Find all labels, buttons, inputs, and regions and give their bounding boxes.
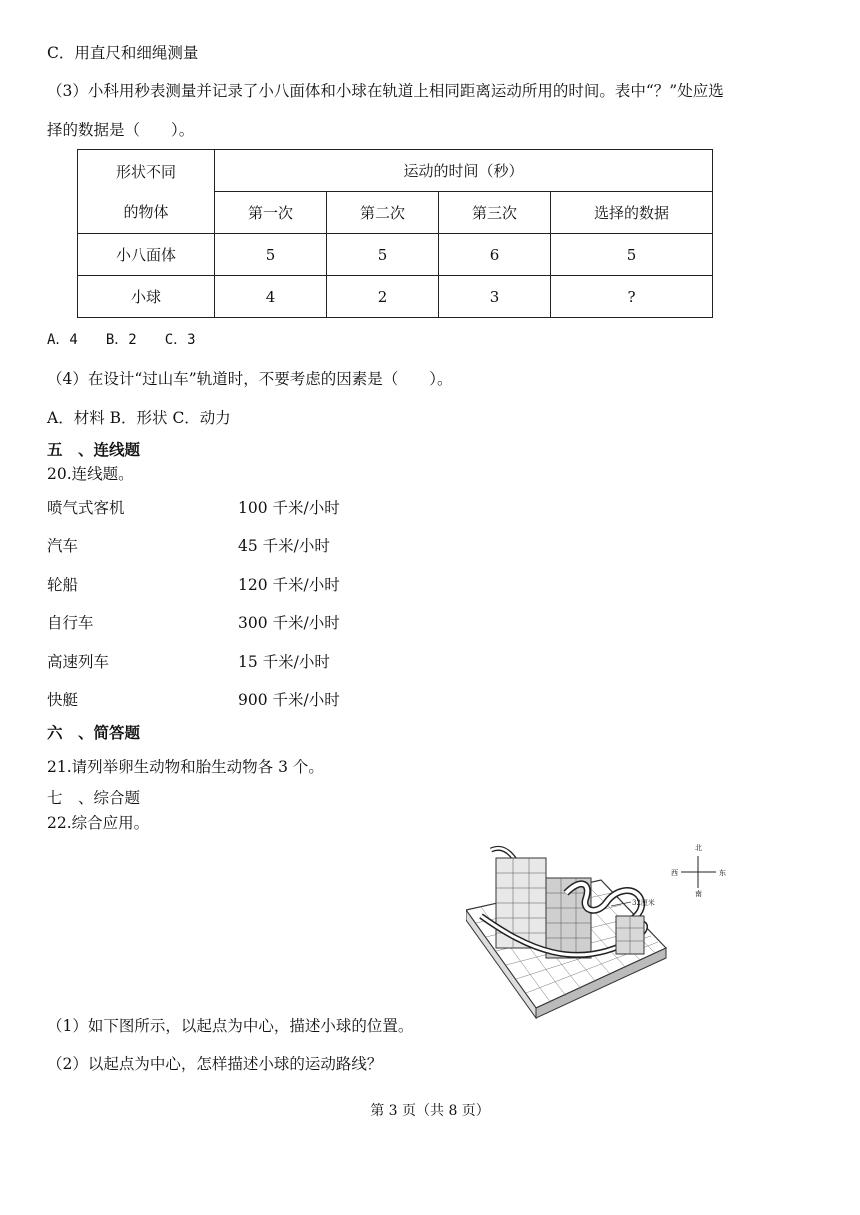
connect-left-item: 快艇 bbox=[47, 691, 79, 709]
table-cell: 2 bbox=[327, 276, 439, 318]
compass-east-label: 东 bbox=[719, 869, 726, 877]
table-cell: 5 bbox=[551, 234, 713, 276]
q4-options: A．材料 B．形状 C．动力 bbox=[47, 409, 231, 427]
table-cell-name: 小八面体 bbox=[78, 234, 215, 276]
table-cell-name: 小球 bbox=[78, 276, 215, 318]
connect-left-item: 喷气式客机 bbox=[47, 499, 125, 517]
q3-options: A．4 B．2 C．3 bbox=[47, 332, 196, 348]
table-cell: 5 bbox=[327, 234, 439, 276]
table-header-time: 运动的时间（秒） bbox=[215, 150, 713, 192]
q22-sub2: （2）以起点为中心，怎样描述小球的运动路线？ bbox=[47, 1055, 383, 1073]
page-footer: 第 3 页（共 8 页） bbox=[370, 1103, 490, 1119]
section5-title: 五 、连线题 bbox=[47, 440, 141, 459]
table-subheader: 选择的数据 bbox=[551, 192, 713, 234]
table-subheader: 第三次 bbox=[439, 192, 551, 234]
q22-text: 22.综合应用。 bbox=[47, 814, 150, 832]
connect-left-item: 高速列车 bbox=[47, 653, 110, 671]
table-header-object-line1: 形状不同 bbox=[115, 162, 176, 181]
connect-left-item: 自行车 bbox=[47, 614, 94, 632]
roller-coaster-illustration bbox=[466, 838, 736, 1038]
q21-text: 21.请列举卵生动物和胎生动物各 3 个。 bbox=[47, 758, 324, 776]
timing-table bbox=[77, 149, 713, 318]
section7-title: 七 、综合题 bbox=[47, 789, 141, 807]
table-header-object-line2: 的物体 bbox=[123, 202, 169, 221]
connect-right-item: 45 千米/小时 bbox=[238, 537, 330, 555]
table-subheader: 第一次 bbox=[215, 192, 327, 234]
connect-right-item: 100 千米/小时 bbox=[238, 499, 340, 517]
connect-right-item: 900 千米/小时 bbox=[238, 691, 340, 709]
q3-text-line1: （3）小科用秒表测量并记录了小八面体和小球在轨道上相同距离运动所用的时间。表中“？”处应选 bbox=[47, 82, 724, 100]
compass-west-label: 西 bbox=[671, 869, 678, 877]
q4-text: （4）在设计“过山车”轨道时，不要考虑的因素是（ ）。 bbox=[47, 370, 453, 388]
connect-right-item: 120 千米/小时 bbox=[238, 576, 340, 594]
connect-right-item: 300 千米/小时 bbox=[238, 614, 340, 632]
table-row bbox=[78, 276, 713, 318]
compass-north-label: 北 bbox=[695, 844, 702, 852]
q20-text: 20.连线题。 bbox=[47, 465, 134, 483]
connect-left-item: 汽车 bbox=[47, 537, 79, 555]
table-cell: 4 bbox=[215, 276, 327, 318]
q22-sub1: （1）如下图所示，以起点为中心，描述小球的位置。 bbox=[47, 1017, 414, 1035]
compass-south-label: 南 bbox=[695, 890, 702, 898]
q2-option-c: C．用直尺和细绳测量 bbox=[47, 44, 199, 62]
roller-coaster-figure bbox=[466, 838, 736, 1038]
distance-label: 32厘米 bbox=[632, 899, 655, 907]
table-cell: 6 bbox=[439, 234, 551, 276]
table-row bbox=[78, 234, 713, 276]
connect-right-item: 15 千米/小时 bbox=[238, 653, 330, 671]
section6-title: 六 、简答题 bbox=[47, 723, 141, 742]
table-cell: ? bbox=[551, 276, 713, 318]
table-subheader: 第二次 bbox=[327, 192, 439, 234]
table-header-object bbox=[78, 150, 215, 234]
table-cell: 3 bbox=[439, 276, 551, 318]
connect-left-item: 轮船 bbox=[47, 576, 79, 594]
table-cell: 5 bbox=[215, 234, 327, 276]
q3-text-line2: 择的数据是（ ）。 bbox=[47, 121, 195, 139]
